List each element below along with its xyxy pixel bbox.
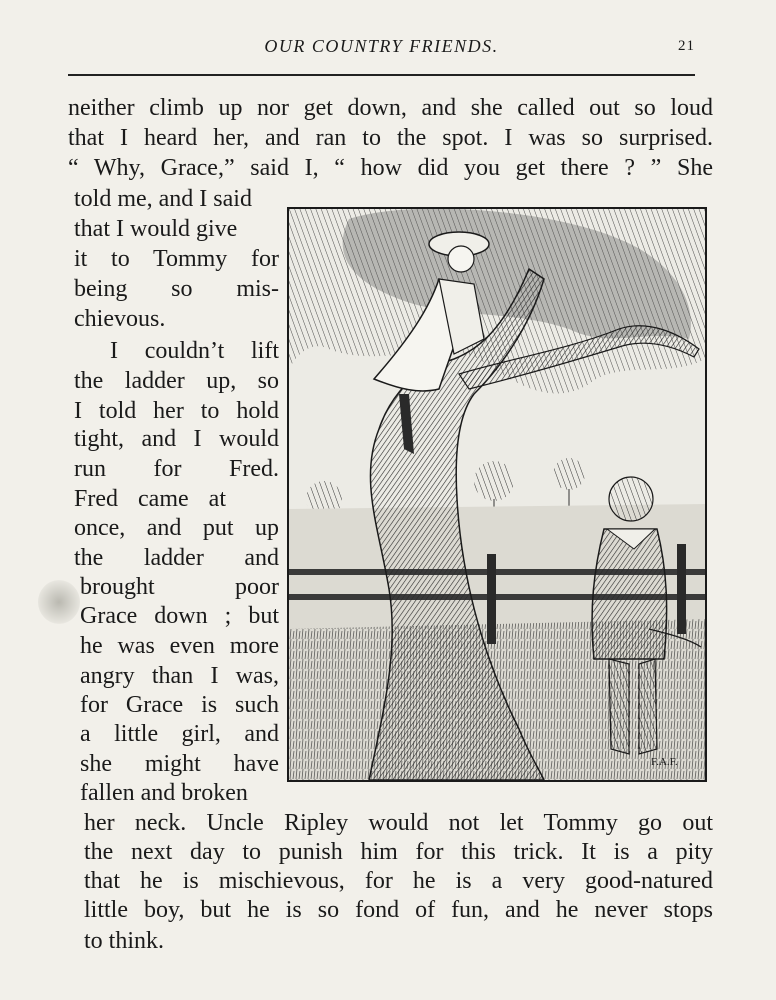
text-line: her neck. Uncle Ripley would not let Tommy go out [84,810,713,836]
text-line: neither climb up nor get down, and she called out so loud [68,95,713,121]
text-line: Fred came at [74,486,226,512]
text-line: that he is mischievous, for he is a very good-natured [84,868,713,894]
text-line: it to Tommy for [74,246,279,272]
text-line: little boy, but he is so fond of fun, and he never stops [84,897,713,923]
text-line: to think. [84,928,165,954]
text-line: the ladder and [74,545,279,571]
text-line: that I heard her, and ran to the spot. I was so surprised. [68,125,713,151]
text-line: run for Fred. [74,456,279,482]
text-line: I told her to hold [74,398,279,424]
text-line: I couldn’t lift [110,338,279,364]
page-number: 21 [678,38,695,54]
text-line: for Grace is such [80,692,279,718]
text-line: being so mis- [74,276,279,302]
text-line: “ Why, Grace,” said I, “ how did you get there ? ” She [68,155,713,181]
text-line: the ladder up, so [74,368,279,394]
text-line: chievous. [74,306,166,332]
header-rule [68,74,695,76]
text-line: tight, and I would [74,426,279,452]
text-line: Grace down ; but [80,603,279,629]
page-header [68,36,695,58]
artist-signature: F.A.F. [651,756,678,768]
text-line: once, and put up [74,515,279,541]
engraving-illustration [287,207,707,782]
text-line: angry than I was, [80,663,279,689]
paper-stain [38,580,80,624]
text-line: brought poor [80,574,279,600]
text-line: told me, and I said [74,186,252,212]
text-line: he was even more [80,633,279,659]
running-title: OUR COUNTRY FRIENDS. [264,36,499,56]
text-line: she might have [80,751,279,777]
text-line: that I would give [74,216,238,242]
text-line: fallen and broken [80,780,248,806]
text-line: the next day to punish him for this trick. It is a pity [84,839,713,865]
text-line: a little girl, and [80,721,279,747]
illustration-drawing [289,209,705,780]
